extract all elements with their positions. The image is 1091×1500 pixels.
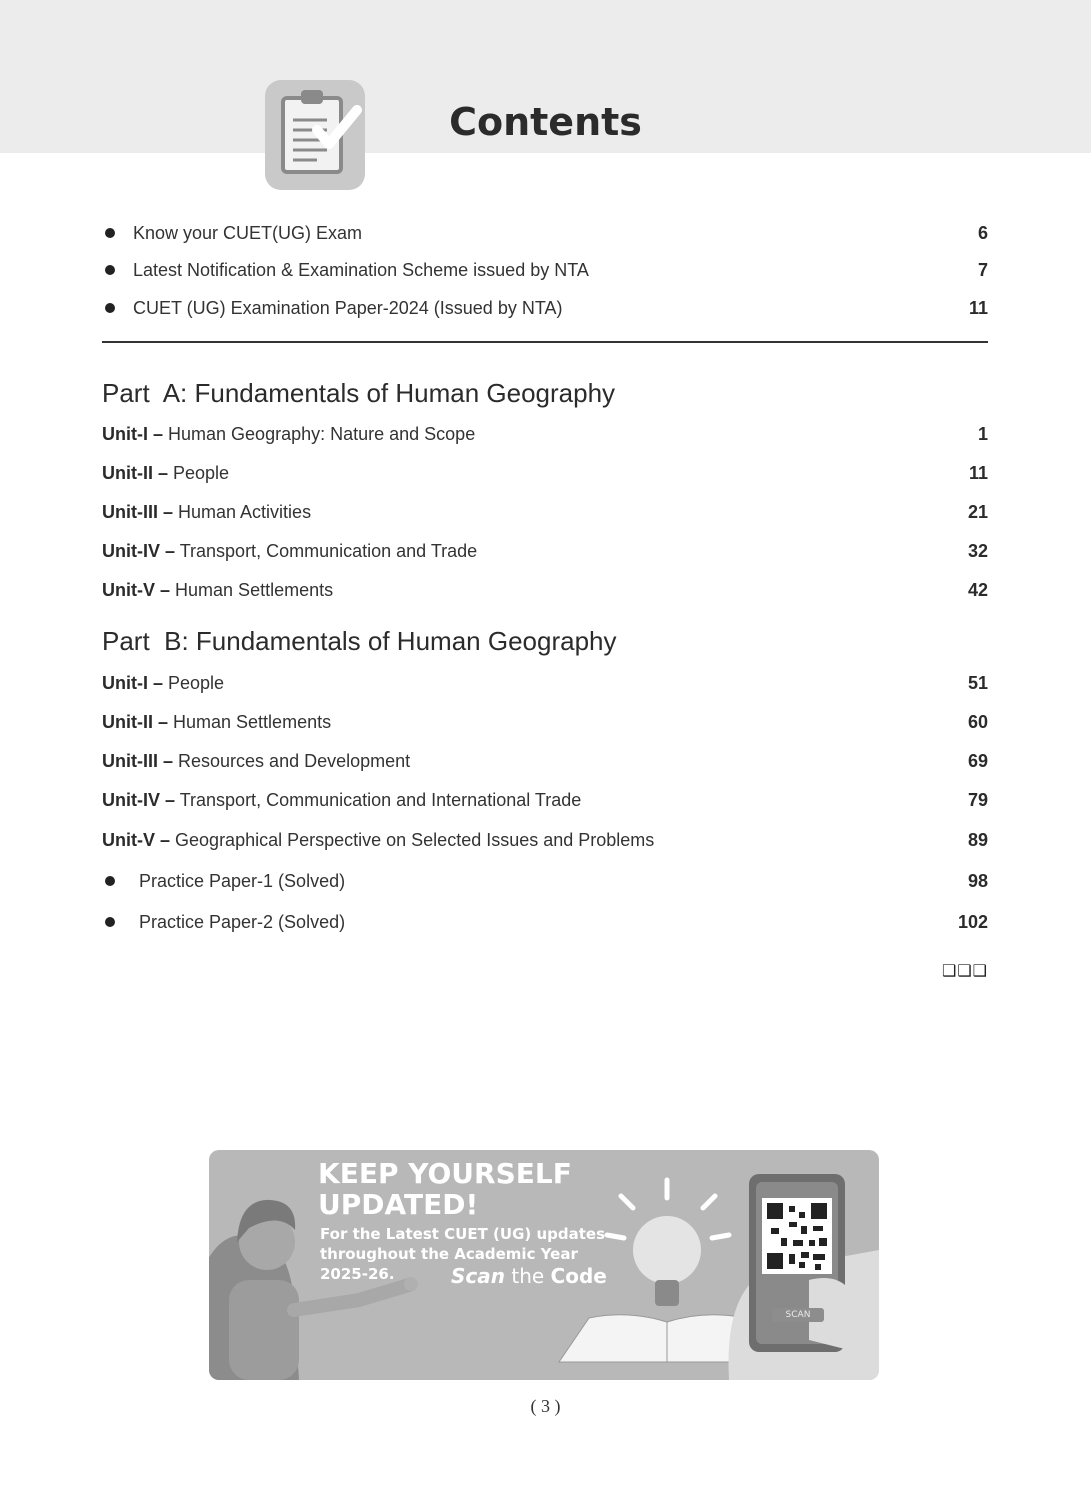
banner-subline: For the Latest CUET (UG) updates throughout the Academic Year 2025-26.: [320, 1225, 606, 1283]
toc-item-label: Practice Paper-1 (Solved): [139, 870, 346, 891]
unit-page: 89: [967, 829, 988, 850]
toc-item-page: 98: [967, 870, 988, 891]
toc-item-page: 7: [977, 259, 988, 280]
unit-number: Unit-III –: [102, 750, 173, 771]
toc-item[interactable]: [102, 257, 988, 283]
cta-word-scan: Scan: [451, 1264, 505, 1288]
bullet-icon: [105, 876, 115, 886]
toc-unit-row[interactable]: [102, 827, 988, 853]
part-a-heading: Part A: Fundamentals of Human Geography: [102, 378, 616, 408]
unit-number: Unit-I –: [102, 672, 163, 693]
unit-number: Unit-IV –: [102, 540, 176, 561]
unit-page: 1: [977, 423, 988, 444]
unit-title: Human Settlements: [175, 579, 334, 600]
bullet-icon: [105, 303, 115, 313]
bullet-icon: [105, 917, 115, 927]
unit-number: Unit-V –: [102, 579, 171, 600]
unit-number: Unit-III –: [102, 501, 173, 522]
toc-item[interactable]: [102, 220, 988, 246]
scan-the-code-cta: [451, 1264, 607, 1288]
toc-unit-row[interactable]: [102, 748, 988, 774]
unit-title: People: [173, 462, 230, 483]
toc-unit-row[interactable]: [102, 460, 988, 486]
banner-headline: KEEP YOURSELF UPDATED!: [318, 1157, 572, 1221]
unit-title: Transport, Communication and International Trade: [179, 789, 582, 810]
unit-page: 21: [967, 501, 988, 522]
scan-button[interactable]: SCAN: [772, 1308, 824, 1322]
unit-title: Resources and Development: [178, 750, 411, 771]
unit-title: Human Settlements: [173, 711, 332, 732]
unit-title: Transport, Communication and Trade: [179, 540, 478, 561]
page-number: ( 3 ): [530, 1396, 561, 1416]
unit-page: 69: [967, 750, 988, 771]
toc-item-label: Latest Notification & Examination Scheme issued by NTA: [133, 259, 589, 280]
unit-page: 11: [968, 462, 988, 483]
unit-title: People: [168, 672, 225, 693]
update-banner[interactable]: [209, 1150, 879, 1380]
toc-unit-row[interactable]: [102, 538, 988, 564]
bullet-icon: [105, 265, 115, 275]
unit-number: Unit-I –: [102, 423, 163, 444]
toc-unit-row[interactable]: [102, 499, 988, 525]
page-title: Contents: [449, 100, 642, 144]
unit-page: 32: [967, 540, 988, 561]
unit-page: 42: [967, 579, 988, 600]
toc-unit-row[interactable]: [102, 787, 988, 813]
toc-unit-row[interactable]: [102, 421, 988, 447]
unit-page: 51: [967, 672, 988, 693]
toc-item[interactable]: [102, 295, 988, 321]
unit-number: Unit-II –: [102, 711, 168, 732]
lightbulb-icon: [633, 1216, 701, 1306]
unit-page: 79: [967, 789, 988, 810]
toc-unit-row[interactable]: [102, 709, 988, 735]
toc-item-page: 11: [968, 297, 988, 318]
phone-qr-code-icon: [729, 1174, 880, 1380]
toc-unit-row[interactable]: [102, 577, 988, 603]
toc-item-page: 6: [977, 222, 988, 243]
toc-item-label: CUET (UG) Examination Paper-2024 (Issued by NTA): [133, 297, 563, 318]
unit-number: Unit-II –: [102, 462, 168, 483]
unit-number: Unit-IV –: [102, 789, 176, 810]
section-divider: [102, 341, 988, 343]
unit-title: Human Geography: Nature and Scope: [168, 423, 476, 444]
unit-number: Unit-V –: [102, 829, 171, 850]
toc-item-label: Practice Paper-2 (Solved): [139, 911, 346, 932]
cta-word-the: the: [511, 1264, 545, 1288]
toc-item[interactable]: [102, 909, 988, 935]
cta-word-code: Code: [550, 1264, 607, 1288]
toc-unit-row[interactable]: [102, 670, 988, 696]
bullet-icon: [105, 228, 115, 238]
end-marks: ❑❑❑: [941, 963, 988, 980]
toc-item[interactable]: [102, 868, 988, 894]
unit-page: 60: [967, 711, 988, 732]
part-b-heading: Part B: Fundamentals of Human Geography: [102, 626, 617, 656]
toc-item-page: 102: [957, 911, 988, 932]
unit-title: Geographical Perspective on Selected Issues and Problems: [175, 829, 655, 850]
toc-item-label: Know your CUET(UG) Exam: [133, 222, 363, 243]
unit-title: Human Activities: [178, 501, 312, 522]
